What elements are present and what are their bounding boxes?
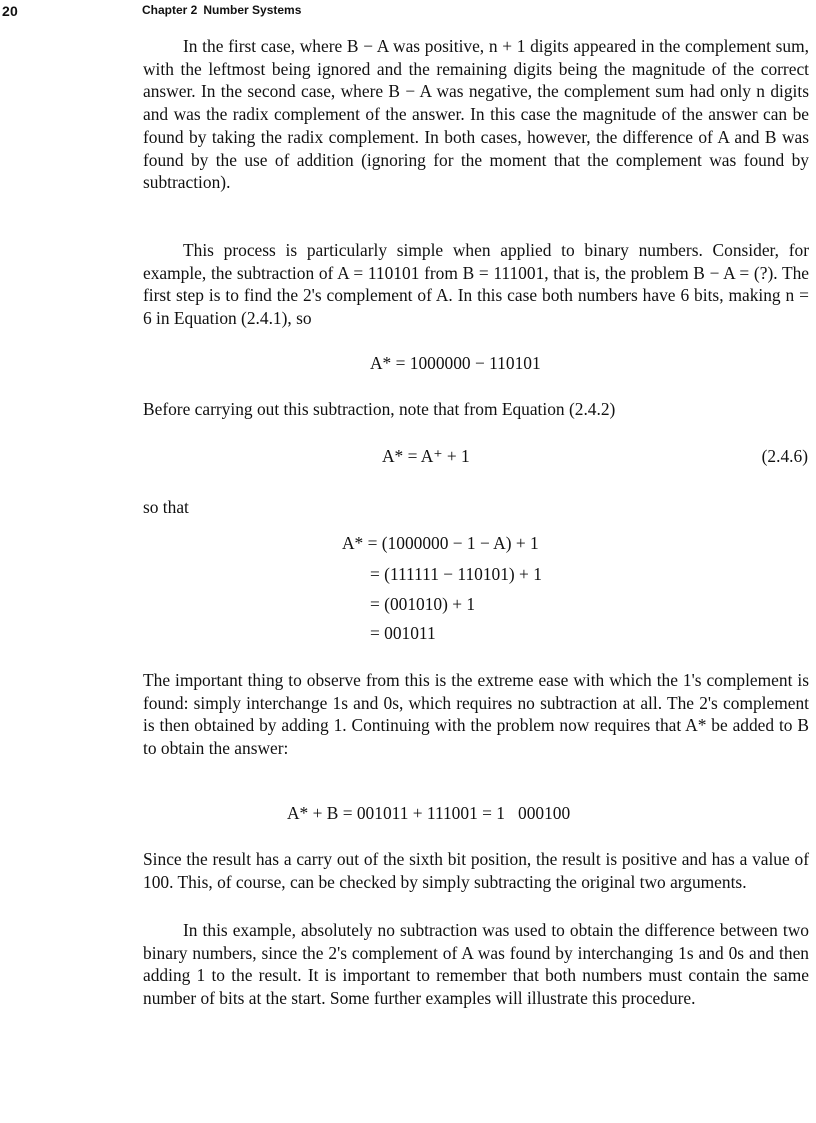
equation-1: A* = 1000000 − 110101 (370, 353, 541, 373)
paragraph-4: so that (143, 497, 189, 517)
equation-3-line-1: A* = (1000000 − 1 − A) + 1 (342, 533, 539, 553)
page-header (0, 0, 816, 24)
chapter-label: Chapter 2 (142, 3, 198, 17)
chapter-title: Number Systems (203, 3, 302, 17)
paragraph-5: The important thing to observe from this is the extreme ease with which the 1's complement is found: simply interchange 1s and 0s, which requires no subtraction at all. The 2's complement is then obtained by adding 1. Continuing with the problem now requires that A* be added to B to obtain the answer: (143, 670, 809, 759)
paragraph-1: In the first case, where B − A was positive, n + 1 digits appeared in the complement sum, with the leftmost being ignored and the remaining digits being the magnitude of the correct answer. In the second case, where B − A was negative, the complement sum had only n digits and was the radix complement of the answer. In this case the magnitude of the answer can be found by taking the radix complement. In both cases, however, the difference of A and B was found by the use of addition (ignoring for the moment that the complement was found by subtraction). (143, 36, 809, 193)
page-number: 20 (2, 3, 18, 19)
paragraph-3: Before carrying out this subtraction, note that from Equation (2.4.2) (143, 399, 616, 419)
equation-2: A* = A⁺ + 1 (382, 446, 470, 466)
paragraph-2: This process is particularly simple when applied to binary numbers. Consider, for example, the subtraction of A = 110101 from B = 111001, that is, the problem B − A = (?). The first step is to find the 2's complement of A. In this case both numbers have 6 bits, making n = 6 in Equation (2.4.1), so (143, 240, 809, 329)
equation-3-line-2: = (111111 − 110101) + 1 (370, 564, 542, 584)
running-head (142, 3, 301, 17)
equation-3-line-3: = (001010) + 1 (370, 594, 476, 614)
equation-4: A* + B = 001011 + 111001 = 1 000100 (287, 803, 571, 823)
equation-3-line-4: = 001011 (370, 623, 436, 643)
equation-2-number: (2.4.6) (761, 446, 808, 466)
paragraph-7: In this example, absolutely no subtraction was used to obtain the difference between two binary numbers, since the 2's complement of A was found by interchanging 1s and 0s and then adding 1 to the result. It is important to remember that both numbers must contain the same number of bits at the start. Some further examples will illustrate this procedure. (143, 920, 809, 1009)
paragraph-6: Since the result has a carry out of the sixth bit position, the result is positive and has a value of 100. This, of course, can be checked by simply subtracting the original two arguments. (143, 849, 809, 892)
